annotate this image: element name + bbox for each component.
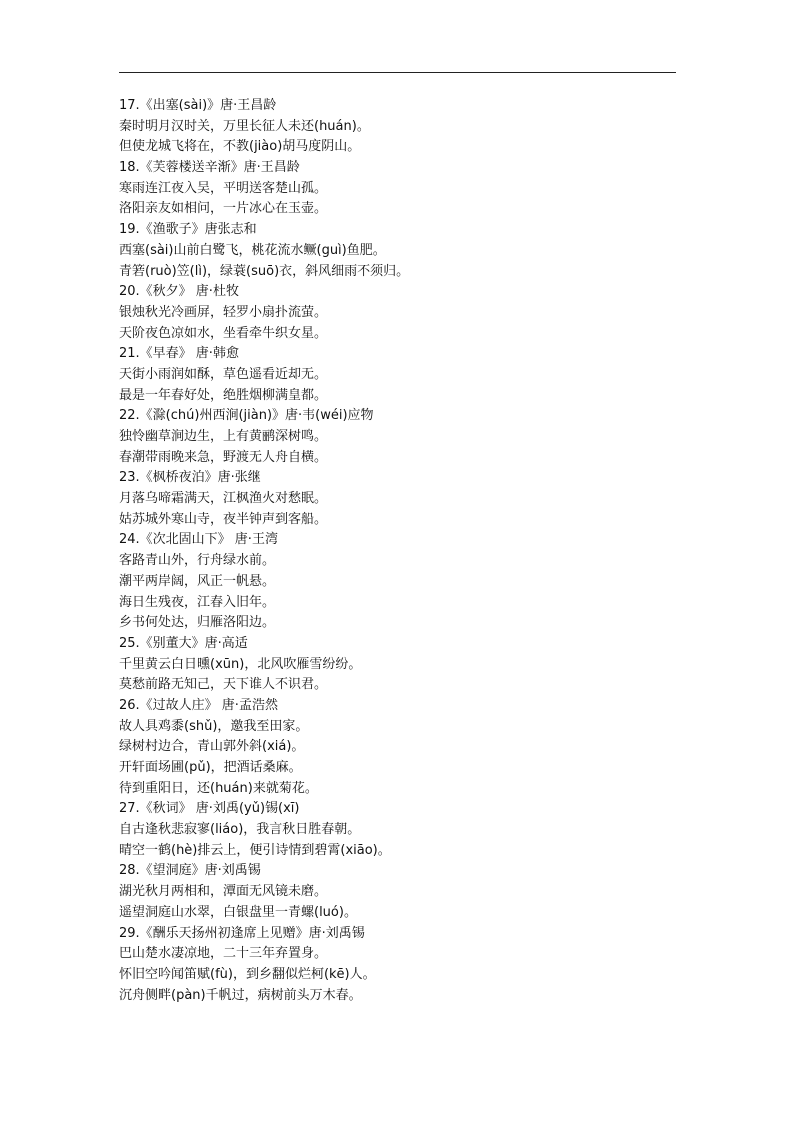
poem-heading: 21.《早春》 唐·韩愈 — [119, 346, 239, 362]
poem-line: 客路青山外，行舟绿水前。 — [119, 553, 276, 569]
poem-line: 海日生残夜，江春入旧年。 — [119, 594, 276, 610]
poem-line: 天阶夜色凉如水，坐看牵牛织女星。 — [119, 325, 328, 341]
poem-heading: 17.《出塞(sài)》唐·王昌龄 — [119, 98, 277, 113]
poem-line: 西塞(sài)山前白鹭飞，桃花流水鳜(guì)鱼肥。 — [119, 242, 386, 258]
poem-line: 天街小雨润如酥，草色遥看近却无。 — [119, 366, 328, 382]
poem-heading: 29.《酬乐天扬州初逢席上见赠》唐·刘禹锡 — [119, 925, 365, 941]
poem-block — [119, 344, 679, 406]
poem-line: 晴空一鹤(hè)排云上，便引诗情到碧霄(xiāo)。 — [119, 842, 391, 858]
poem-line: 寒雨连江夜入吴，平明送客楚山孤。 — [119, 180, 328, 196]
poem-heading: 18.《芙蓉楼送辛渐》唐·王昌龄 — [119, 160, 300, 176]
poem-block — [119, 282, 679, 344]
poem-line: 洛阳亲友如相问，一片冰心在玉壶。 — [119, 201, 328, 217]
poem-line: 但使龙城飞将在，不教(jiào)胡马度阴山。 — [119, 139, 361, 155]
poem-block — [119, 924, 679, 1007]
poem-line: 绿树村边合，青山郭外斜(xiá)。 — [119, 739, 305, 755]
poem-line: 故人具鸡黍(shǔ)，邀我至田家。 — [119, 718, 309, 734]
poem-block — [119, 406, 679, 468]
poem-line: 自古逢秋悲寂寥(liáo)，我言秋日胜春朝。 — [119, 822, 361, 838]
poem-line: 最是一年春好处，绝胜烟柳满皇都。 — [119, 387, 328, 403]
poem-heading: 27.《秋词》 唐·刘禹(yǔ)锡(xī) — [119, 801, 300, 817]
poem-line: 千里黄云白日曛(xūn)，北风吹雁雪纷纷。 — [119, 656, 362, 672]
poem-block — [119, 799, 679, 861]
poem-list — [119, 96, 679, 1006]
poem-line: 青箬(ruò)笠(lì)，绿蓑(suō)衣，斜风细雨不须归。 — [119, 263, 410, 279]
poem-line: 姑苏城外寒山寺，夜半钟声到客船。 — [119, 511, 328, 527]
poem-heading: 24.《次北固山下》 唐·王湾 — [119, 532, 278, 548]
poem-line: 莫愁前路无知己，天下谁人不识君。 — [119, 677, 328, 693]
poem-block — [119, 468, 679, 530]
poem-line: 巴山楚水凄凉地，二十三年弃置身。 — [119, 946, 328, 962]
poem-line: 待到重阳日，还(huán)来就菊花。 — [119, 780, 318, 796]
poem-line: 春潮带雨晚来急，野渡无人舟自横。 — [119, 449, 328, 465]
poem-heading: 20.《秋夕》 唐·杜牧 — [119, 284, 239, 300]
poem-heading: 28.《望洞庭》唐·刘禹锡 — [119, 863, 261, 879]
poem-heading: 25.《别董大》唐·高适 — [119, 635, 248, 651]
poem-heading: 23.《枫桥夜泊》唐·张继 — [119, 470, 261, 486]
poem-block — [119, 696, 679, 799]
poem-line: 怀旧空吟闻笛赋(fù)，到乡翻似烂柯(kē)人。 — [119, 966, 376, 982]
poem-heading: 26.《过故人庄》 唐·孟浩然 — [119, 697, 278, 713]
poem-line: 秦时明月汉时关，万里长征人未还(huán)。 — [119, 118, 370, 134]
poem-block — [119, 861, 679, 923]
poem-block — [119, 220, 679, 282]
poem-heading: 19.《渔歌子》唐张志和 — [119, 222, 257, 238]
poem-line: 开轩面场圃(pǔ)，把酒话桑麻。 — [119, 760, 302, 775]
poem-line: 月落乌啼霜满天，江枫渔火对愁眠。 — [119, 491, 328, 507]
poem-block — [119, 158, 679, 220]
poem-line: 独怜幽草涧边生，上有黄鹂深树鸣。 — [119, 429, 328, 444]
header-rule — [119, 72, 676, 73]
poem-line: 银烛秋光冷画屏，轻罗小扇扑流萤。 — [119, 304, 328, 320]
poem-block — [119, 634, 679, 696]
poem-line: 沉舟侧畔(pàn)千帆过，病树前头万木春。 — [119, 987, 362, 1003]
poem-line: 遥望洞庭山水翠，白银盘里一青螺(luó)。 — [119, 904, 357, 920]
poem-line: 湖光秋月两相和，潭面无风镜未磨。 — [119, 884, 328, 900]
poem-block — [119, 96, 679, 158]
poem-heading: 22.《滁(chú)州西涧(jiàn)》唐·韦(wéi)应物 — [119, 408, 374, 424]
poem-line: 乡书何处达，归雁洛阳边。 — [119, 615, 276, 631]
poem-line: 潮平两岸阔，风正一帆悬。 — [119, 573, 276, 589]
poem-block — [119, 530, 679, 633]
